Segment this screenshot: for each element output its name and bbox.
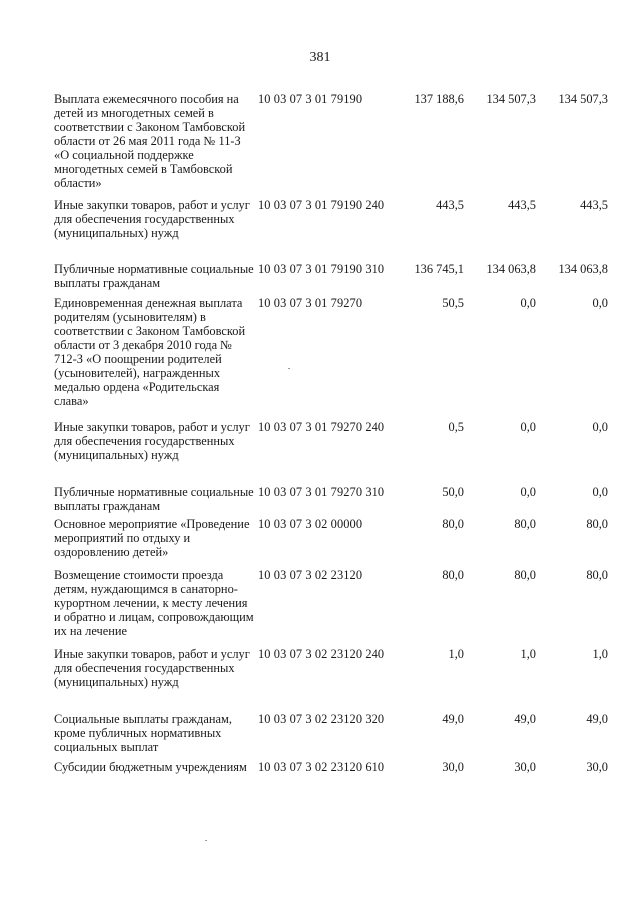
row-name: Выплата ежемесячного пособия на детей из многодетных семей в соответствии с Законом Тамбовской области от 26 мая 2011 года № 11-З «О социальной поддержке многодетных семей в Тамбовской области» xyxy=(54,92,246,190)
row-value-2: 443,5 xyxy=(508,198,536,212)
row-value-2: 49,0 xyxy=(514,712,536,726)
row-name: Иные закупки товаров, работ и услуг для обеспечения государственных (муниципальных) нужд xyxy=(54,647,250,689)
row-name: Публичные нормативные социальные выплаты гражданам xyxy=(54,262,254,290)
row-value-2: 1,0 xyxy=(520,647,536,661)
row-value-2: 30,0 xyxy=(514,760,536,774)
row-code: 10 03 07 3 02 23120 320 xyxy=(258,712,385,726)
row-code: 10 03 07 3 01 79190 xyxy=(258,92,363,106)
row-value-1: 80,0 xyxy=(442,568,464,582)
row-code: 10 03 07 3 02 00000 xyxy=(258,517,363,531)
scan-speck xyxy=(205,840,207,841)
row-value-1: 137 188,6 xyxy=(414,92,464,106)
row-value-2: 0,0 xyxy=(520,485,536,499)
row-name: Публичные нормативные социальные выплаты гражданам xyxy=(54,485,254,513)
row-value-1: 50,0 xyxy=(442,485,464,499)
row-value-1: 49,0 xyxy=(442,712,464,726)
row-code: 10 03 07 3 01 79190 240 xyxy=(258,198,385,212)
row-code: 10 03 07 3 01 79190 310 xyxy=(258,262,385,276)
row-value-2: 134 507,3 xyxy=(486,92,536,106)
row-value-3: 134 063,8 xyxy=(558,262,608,276)
row-name: Социальные выплаты гражданам, кроме публичных нормативных социальных выплат xyxy=(54,712,232,754)
row-code: 10 03 07 3 02 23120 610 xyxy=(258,760,385,774)
row-value-3: 49,0 xyxy=(586,712,608,726)
row-value-3: 443,5 xyxy=(580,198,608,212)
row-value-1: 1,0 xyxy=(448,647,464,661)
row-value-1: 443,5 xyxy=(436,198,464,212)
row-code: 10 03 07 3 01 79270 xyxy=(258,296,363,310)
row-name: Возмещение стоимости проезда детям, нуждающимся в санаторно-курортном лечении, к месту лечения и обратно и лицам, сопровождающим их на лечение xyxy=(54,568,254,638)
row-value-3: 0,0 xyxy=(592,296,608,310)
row-name: Единовременная денежная выплата родителям (усыновителям) в соответствии с Законом Тамбовской области от 3 декабря 2010 года № 712-З «О поощрении родителей (усыновителей), награжденных медалью ордена «Родительская слава» xyxy=(54,296,246,408)
row-name: Иные закупки товаров, работ и услуг для обеспечения государственных (муниципальных) нужд xyxy=(54,420,250,462)
row-value-2: 0,0 xyxy=(520,296,536,310)
row-value-2: 80,0 xyxy=(514,568,536,582)
row-value-1: 80,0 xyxy=(442,517,464,531)
row-value-2: 134 063,8 xyxy=(486,262,536,276)
row-value-1: 0,5 xyxy=(448,420,464,434)
row-value-1: 50,5 xyxy=(442,296,464,310)
row-value-3: 80,0 xyxy=(586,517,608,531)
row-value-1: 30,0 xyxy=(442,760,464,774)
row-code: 10 03 07 3 02 23120 240 xyxy=(258,647,385,661)
row-value-2: 80,0 xyxy=(514,517,536,531)
row-value-3: 80,0 xyxy=(586,568,608,582)
row-value-3: 134 507,3 xyxy=(558,92,608,106)
row-name: Субсидии бюджетным учреждениям xyxy=(54,760,247,774)
row-code: 10 03 07 3 02 23120 xyxy=(258,568,363,582)
row-value-3: 0,0 xyxy=(592,420,608,434)
row-code: 10 03 07 3 01 79270 310 xyxy=(258,485,385,499)
row-value-3: 0,0 xyxy=(592,485,608,499)
row-value-1: 136 745,1 xyxy=(414,262,464,276)
row-name: Иные закупки товаров, работ и услуг для обеспечения государственных (муниципальных) нужд xyxy=(54,198,250,240)
row-code: 10 03 07 3 01 79270 240 xyxy=(258,420,385,434)
scan-speck xyxy=(288,368,290,369)
row-value-3: 1,0 xyxy=(592,647,608,661)
row-name: Основное мероприятие «Проведение мероприятий по отдыху и оздоровлению детей» xyxy=(54,517,250,559)
row-value-3: 30,0 xyxy=(586,760,608,774)
row-value-2: 0,0 xyxy=(520,420,536,434)
page-number: 381 xyxy=(309,50,331,65)
